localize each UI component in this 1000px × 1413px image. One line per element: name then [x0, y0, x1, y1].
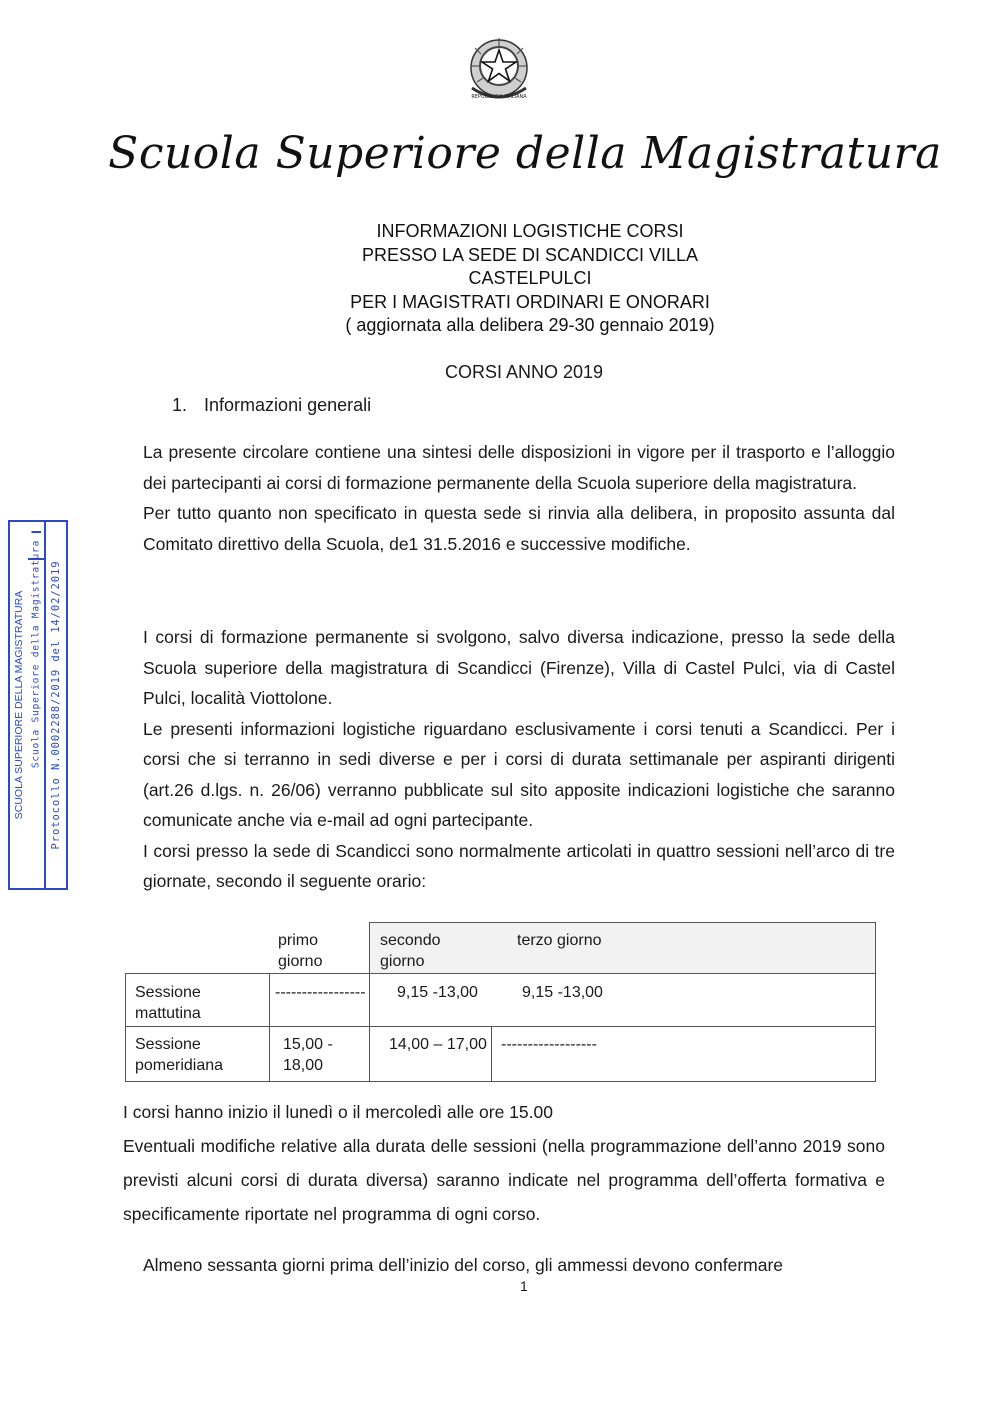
title-line: INFORMAZIONI LOGISTICHE CORSI [376, 221, 684, 241]
svg-text:REPUBBLICA ITALIANA: REPUBBLICA ITALIANA [471, 94, 527, 100]
paragraph: Almeno sessanta giorni prima dell’inizio del corso, gli ammessi devono confermare [143, 1255, 784, 1275]
table-header-cell: terzo giorno [517, 932, 602, 949]
table-cell: ----------------- [275, 984, 366, 1001]
table-row-label: Sessione pomeridiana [135, 1036, 224, 1074]
paragraph: Le presenti informazioni logistiche riguardano esclusivamente i corsi tenuti a Scandicci. Per i corsi che si terranno in sedi diverse e per i corsi di durata settimanale per aspiranti dirigenti (art.26 d.lgs. n. 26/06) verranno pubblicate sul sito apposite indicazioni logistiche che saranno comunicate anche via e-mail ad ogni partecipante. [143, 718, 895, 830]
paragraph-block [143, 437, 895, 559]
section-number: 1. [172, 395, 188, 415]
paragraph-block [143, 1250, 895, 1281]
title-subtitle: ( aggiornata alla delibera 29-30 gennaio 2019) [345, 315, 715, 335]
title-line: CASTELPULCI [468, 268, 592, 288]
section-heading [172, 395, 371, 416]
page-number: 1 [520, 1278, 528, 1294]
stamp-column [46, 522, 66, 888]
paragraph: La presente circolare contiene una sintesi delle disposizioni in vigore per il trasporto e l’alloggio dei partecipanti ai corsi di formazione permanente della Scuola superiore della magistratura. [143, 442, 895, 493]
table-rule [875, 922, 876, 1082]
stamp-mark: I [28, 530, 44, 534]
year-heading: CORSI ANNO 2019 [445, 362, 604, 382]
stamp-column [28, 522, 46, 888]
table-cell: 15,00 - 18,00 [283, 1036, 333, 1074]
stamp-text: Protocollo N.0002288/2019 del 14/02/2019 [50, 560, 62, 850]
republic-emblem [458, 36, 540, 104]
section-label: Informazioni generali [204, 395, 372, 415]
title-line: PRESSO LA SEDE DI SCANDICCI VILLA [361, 244, 699, 265]
table-header-cell: secondo giorno [380, 932, 441, 970]
table-rule [125, 973, 876, 974]
stamp-text: SCUOLA SUPERIORE DELLA MAGISTRATURA [13, 590, 25, 820]
table-row-label: Sessione mattutina [135, 984, 201, 1022]
title-line: PER I MAGISTRATI ORDINARI E ONORARI [350, 291, 710, 312]
paragraph-block [143, 622, 895, 897]
table-cell: ------------------ [501, 1036, 597, 1053]
table-rule [125, 1081, 876, 1082]
table-header-cell: primo giorno [278, 932, 323, 970]
table-rule [269, 973, 270, 1082]
paragraph: I corsi hanno inizio il lunedì o il mercoledì alle ore 15.00 [123, 1102, 553, 1122]
paragraph: Eventuali modifiche relative alla durata delle sessioni (nella programmazione dell’anno 2019 sono previsti alcuni corsi di durata diversa) saranno indicate nel programma dell’offerta formativa e specificamente riportate nel programma di ogni corso. [123, 1136, 885, 1224]
table-rule [369, 922, 876, 923]
paragraph: Per tutto quanto non specificato in questa sede si rinvia alla delibera, in proposito assunta dal Comitato direttivo della Scuola, de1 31.5.2016 e successive modifiche. [143, 503, 895, 554]
timetable [125, 922, 877, 1082]
stamp-text: Scuola Superiore della Magistratura [30, 539, 42, 768]
document-title [300, 220, 760, 338]
paragraph: I corsi presso la sede di Scandicci sono normalmente articolati in quattro sessioni nell’arco di tre giornate, secondo il seguente orario: [143, 840, 895, 891]
table-rule [369, 922, 370, 1082]
paragraph: I corsi di formazione permanente si svolgono, salvo diversa indicazione, presso la sede della Scuola superiore della magistratura di Scandicci (Firenze), Villa di Castel Pulci, via di Castel Pulci, località Viottolone. [143, 627, 895, 708]
paragraph-block [123, 1095, 885, 1231]
table-cell: 9,15 -13,00 [397, 984, 478, 1001]
stamp-column [10, 522, 28, 888]
table-cell: 9,15 -13,00 [522, 984, 603, 1001]
table-rule [125, 1026, 876, 1027]
school-name: Scuola Superiore della Magistratura [108, 128, 942, 179]
protocol-stamp [8, 520, 68, 890]
table-cell: 14,00 – 17,00 [389, 1036, 487, 1053]
table-rule [125, 973, 126, 1082]
